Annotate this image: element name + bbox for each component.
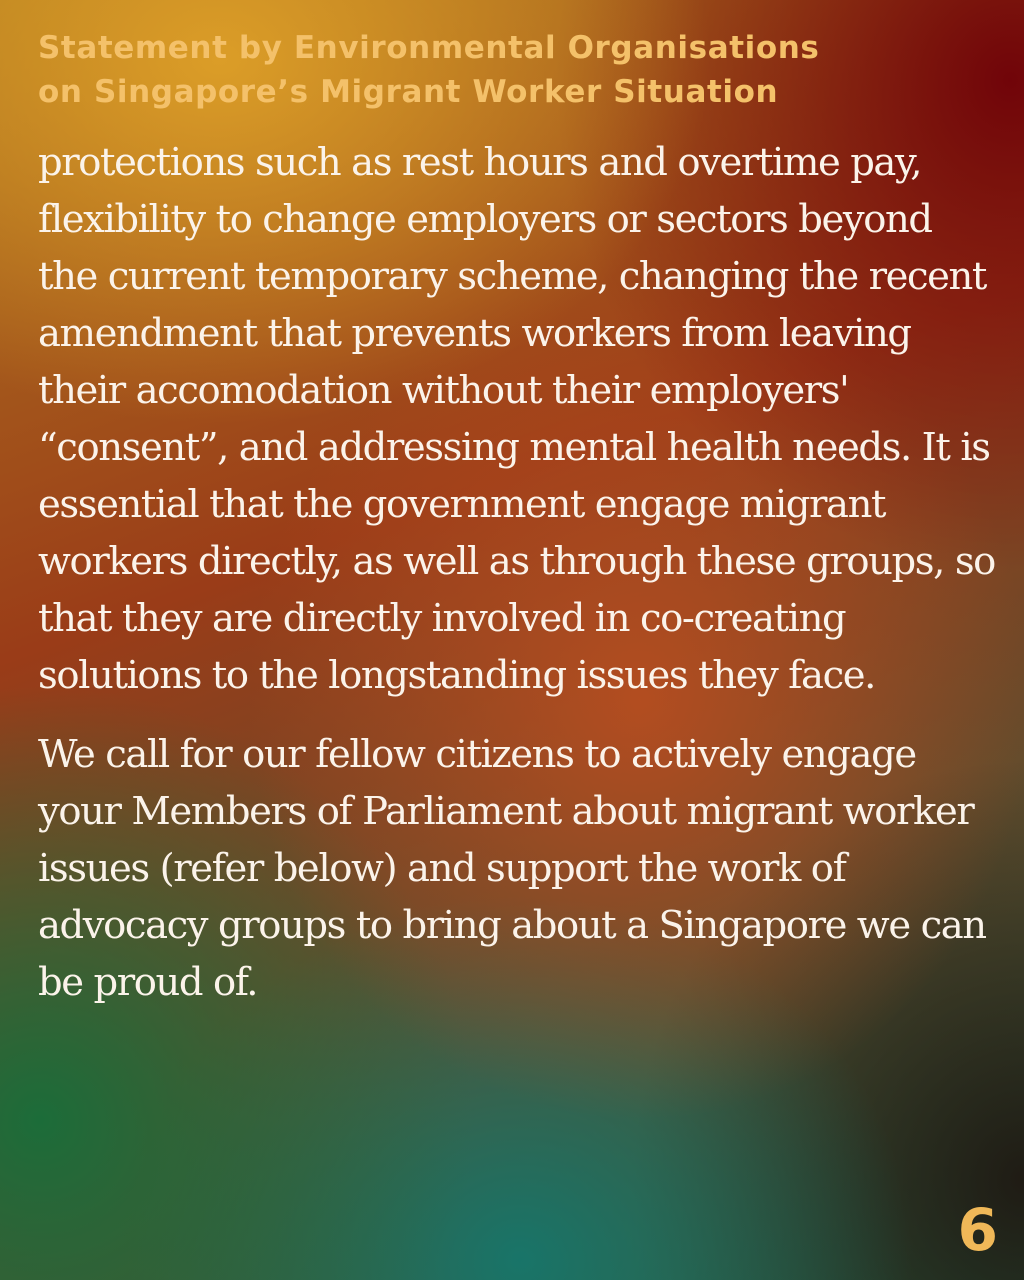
body-paragraph-1: protections such as rest hours and overtime pay, flexibility to change employers or sectors beyond the current temporary scheme, changing the recent amendment that prevents workers from leaving their accomodation without their employers' “consent”, and addressing mental health needs. It is essential that the government engage migrant workers directly, as well as through these groups, so that they are directly involved in co-creating solutions to the longstanding issues they face. [38, 140, 995, 698]
page-number: 6 [957, 1196, 998, 1264]
body-paragraph-2: We call for our fellow citizens to actively engage your Members of Parliament about migrant worker issues (refer below) and support the work of advocacy groups to bring about a Singapore we can be proud of. [38, 732, 986, 1005]
title-line-1: Statement by Environmental Organisations [38, 30, 820, 66]
page-title [38, 26, 998, 114]
title-line-2: on Singapore’s Migrant Worker Situation [38, 74, 779, 110]
statement-body [38, 134, 998, 1011]
